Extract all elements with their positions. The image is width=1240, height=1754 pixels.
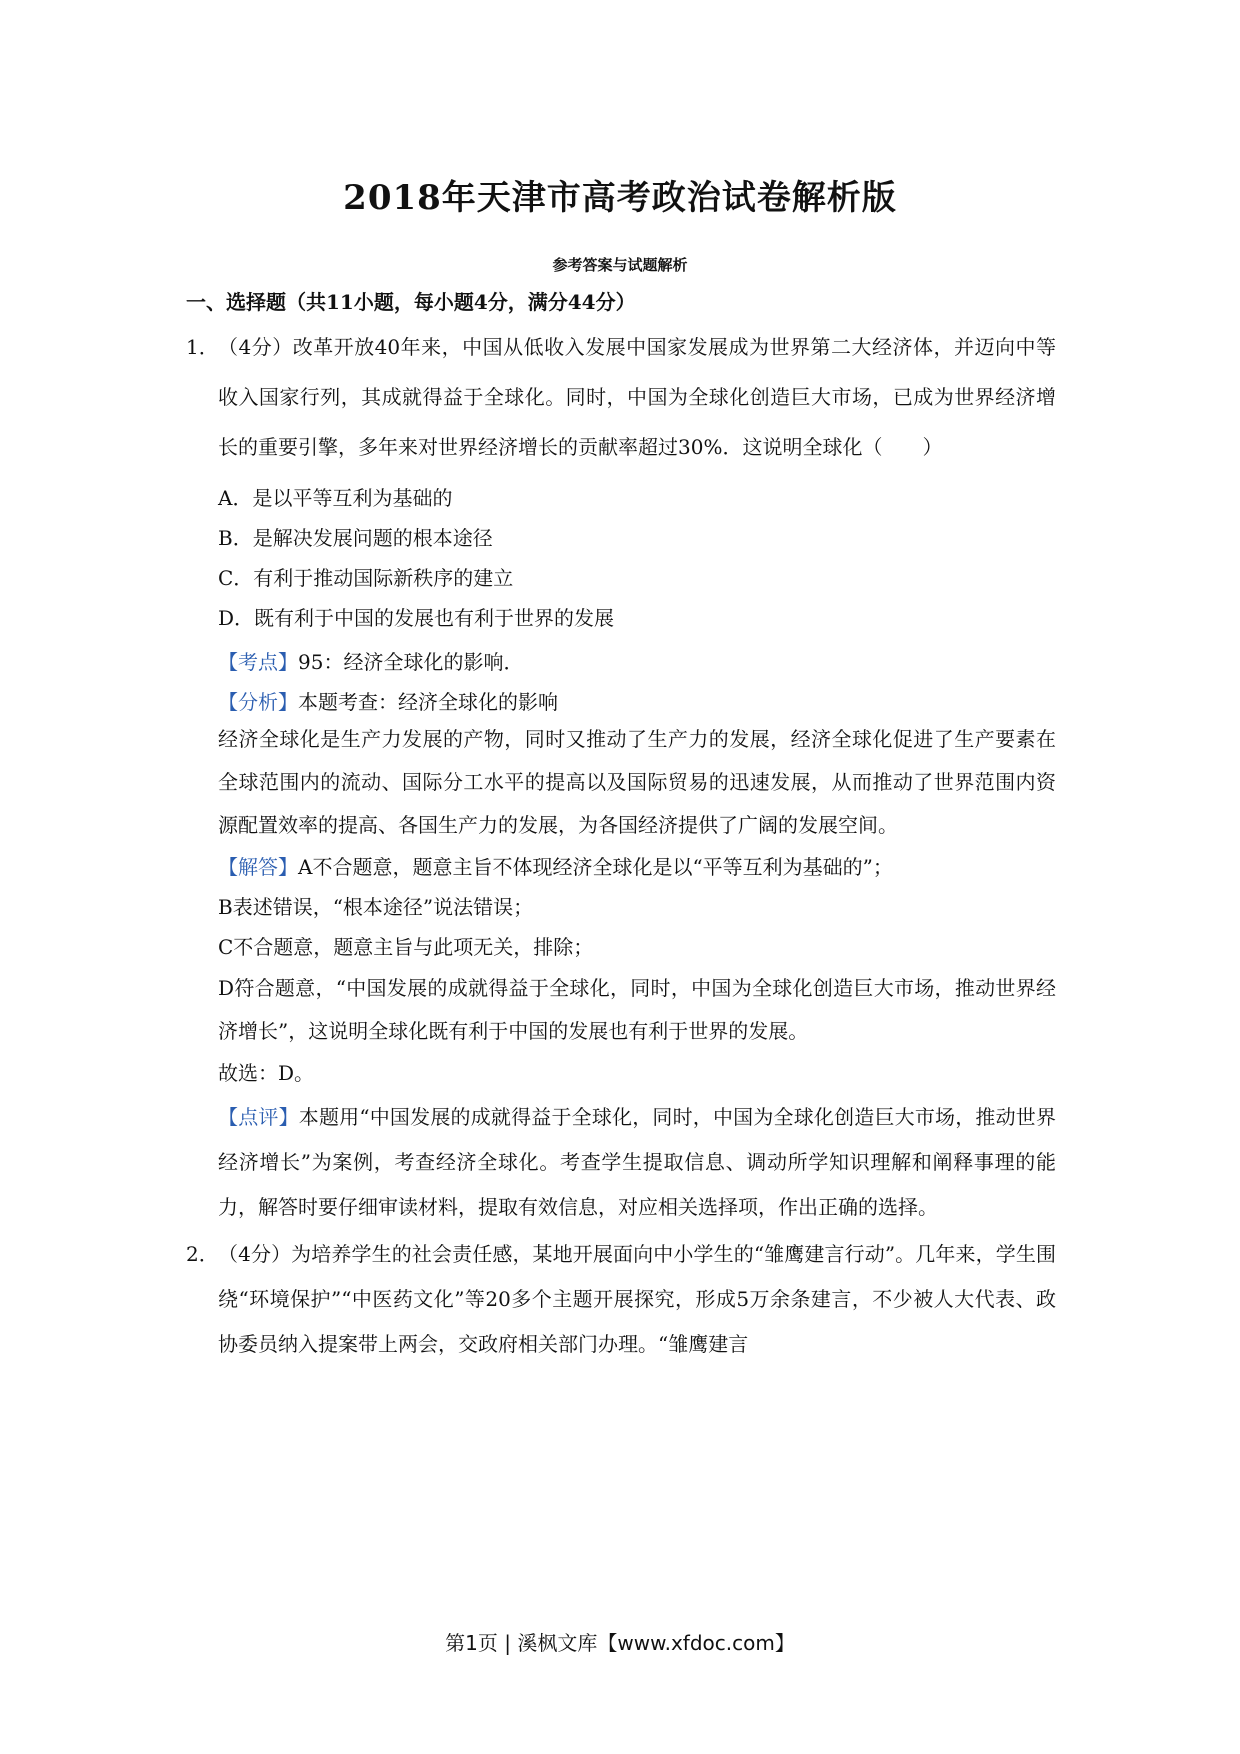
jieda-line-c: C不合题意，题意主旨与此项无关，排除； (218, 935, 594, 959)
option-c: C．有利于推动国际新秩序的建立 (218, 566, 514, 590)
dianping-text: 本题用“中国发展的成就得益于全球化，同时，中国为全球化创造巨大市场，推动世界经济增长”为案例，考查经济全球化。考查学生提取信息、调动所学知识理解和阐释事理的能力，解答时要仔细审读材料，提取有效信息，对应相关选择项，作出正确的选择。 (218, 1105, 1056, 1219)
kaodian-text: 95：经济全球化的影响． (298, 650, 524, 674)
kaodian-row (186, 642, 1056, 682)
question-1 (186, 322, 1056, 472)
option-b: B．是解决发展问题的根本途径 (218, 526, 493, 550)
question-2 (186, 1232, 1056, 1367)
jieda-answer: 故选：D。 (218, 1061, 315, 1085)
jieda-tag: 【解答】 (218, 855, 298, 879)
section-heading: 一、选择题（共11小题，每小题4分，满分44分） (186, 290, 636, 314)
question-1-number: 1． (186, 335, 219, 359)
page-footer: 第1页 | 溪枫文库【www.xfdoc.com】 (445, 1631, 795, 1655)
question-2-stem: （4分）为培养学生的社会责任感，某地开展面向中小学生的“雏鹰建言行动”。几年来，学生围绕“环境保护”“中医药文化”等20多个主题开展探究，形成5万余条建言，不少被人大代表、政协委员纳入提案带上两会，交政府相关部门办理。“雏鹰建言 (218, 1242, 1056, 1356)
kaodian-tag: 【考点】 (218, 650, 298, 674)
fenxi-text: 本题考查：经济全球化的影响 (298, 690, 558, 714)
dianping-tag: 【点评】 (218, 1105, 299, 1129)
jieda-row (186, 847, 1056, 887)
question-1-stem: （4分）改革开放40年来，中国从低收入发展中国家发展成为世界第二大经济体，并迈向中等收入国家行列，其成就得益于全球化。同时，中国为全球化创造巨大市场，已成为世界经济增长的重要引擎，多年来对世界经济增长的贡献率超过30%．这说明全球化（ ） (218, 335, 1056, 459)
dianping-row (186, 1095, 1056, 1230)
question-2-number: 2． (186, 1242, 219, 1266)
option-d: D．既有利于中国的发展也有利于世界的发展 (218, 606, 615, 630)
jieda-line-a: A不合题意，题意主旨不体现经济全球化是以“平等互利为基础的”； (298, 855, 893, 879)
page-title: 2018年天津市高考政治试卷解析版 (343, 178, 897, 218)
jieda-line-b: B表述错误，“根本途径”说法错误； (218, 895, 534, 919)
jieda-line-d: D符合题意，“中国发展的成就得益于全球化，同时，中国为全球化创造巨大市场，推动世界经济增长”，这说明全球化既有利于中国的发展也有利于世界的发展。 (218, 976, 1056, 1043)
fenxi-row (186, 682, 1056, 722)
fenxi-body: 经济全球化是生产力发展的产物，同时又推动了生产力的发展，经济全球化促进了生产要素在全球范围内的流动、国际分工水平的提高以及国际贸易的迅速发展，从而推动了世界范围内资源配置效率的提高、各国生产力的发展，为各国经济提供了广阔的发展空间。 (218, 727, 1056, 837)
option-a: A．是以平等互利为基础的 (218, 486, 453, 510)
page-subtitle: 参考答案与试题解析 (552, 256, 688, 274)
fenxi-tag: 【分析】 (218, 690, 298, 714)
question-content (186, 322, 1056, 1367)
